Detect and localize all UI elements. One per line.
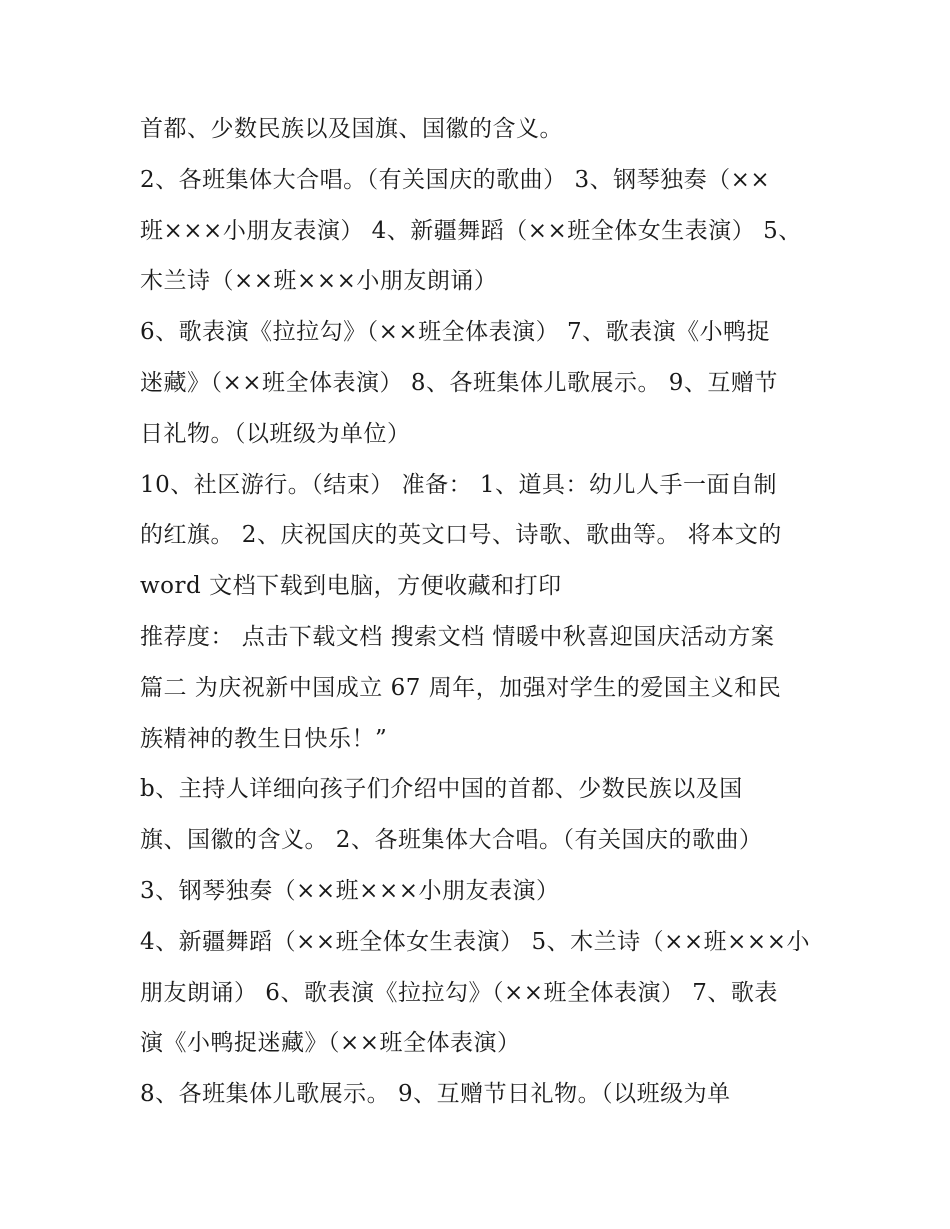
- text-line: 3、钢琴独奏（××班×××小朋友表演）: [140, 877, 560, 904]
- document-body: [140, 104, 820, 1120]
- text-line: 旗、国徽的含义。 2、各班集体大合唱。（有关国庆的歌曲）: [140, 827, 763, 854]
- text-line: 推荐度： 点击下载文档 搜索文档 情暖中秋喜迎国庆活动方案: [140, 623, 775, 650]
- text-line: 演《小鸭捉迷藏》（××班全体表演）: [140, 1030, 521, 1057]
- text-line: 的红旗。 2、庆祝国庆的英文口号、诗歌、歌曲等。 将本文的: [140, 522, 782, 549]
- text-line: 6、歌表演《拉拉勾》（××班全体表演） 7、歌表演《小鸭捉: [140, 319, 771, 346]
- text-line: 8、各班集体儿歌展示。 9、互赠节日礼物。（以班级为单: [140, 1081, 731, 1108]
- text-line: 族精神的教生日快乐！”: [140, 725, 388, 752]
- text-line: 日礼物。（以班级为单位）: [140, 420, 411, 447]
- text-line: 迷藏》（××班全体表演） 8、各班集体儿歌展示。 9、互赠节: [140, 369, 778, 396]
- text-line: b、主持人详细向孩子们介绍中国的首都、少数民族以及国: [140, 776, 743, 803]
- text-line: 班×××小朋友表演） 4、新疆舞蹈（××班全体女生表演） 5、: [140, 217, 802, 244]
- text-line: 4、新疆舞蹈（××班全体女生表演） 5、木兰诗（××班×××小: [140, 928, 810, 955]
- text-line: 篇二 为庆祝新中国成立 67 周年，加强对学生的爱国主义和民: [140, 674, 782, 701]
- text-line: 木兰诗（××班×××小朋友朗诵）: [140, 268, 498, 295]
- text-line: 首都、少数民族以及国旗、国徽的含义。: [140, 116, 563, 142]
- text-line: 2、各班集体大合唱。（有关国庆的歌曲） 3、钢琴独奏（××: [140, 166, 771, 193]
- text-line: 10、社区游行。（结束） 准备： 1、道具：幼儿人手一面自制: [140, 471, 778, 498]
- text-line: 朋友朗诵） 6、歌表演《拉拉勾》（××班全体表演） 7、歌表: [140, 979, 778, 1006]
- text-line: word 文档下载到电脑，方便收藏和打印: [140, 573, 562, 600]
